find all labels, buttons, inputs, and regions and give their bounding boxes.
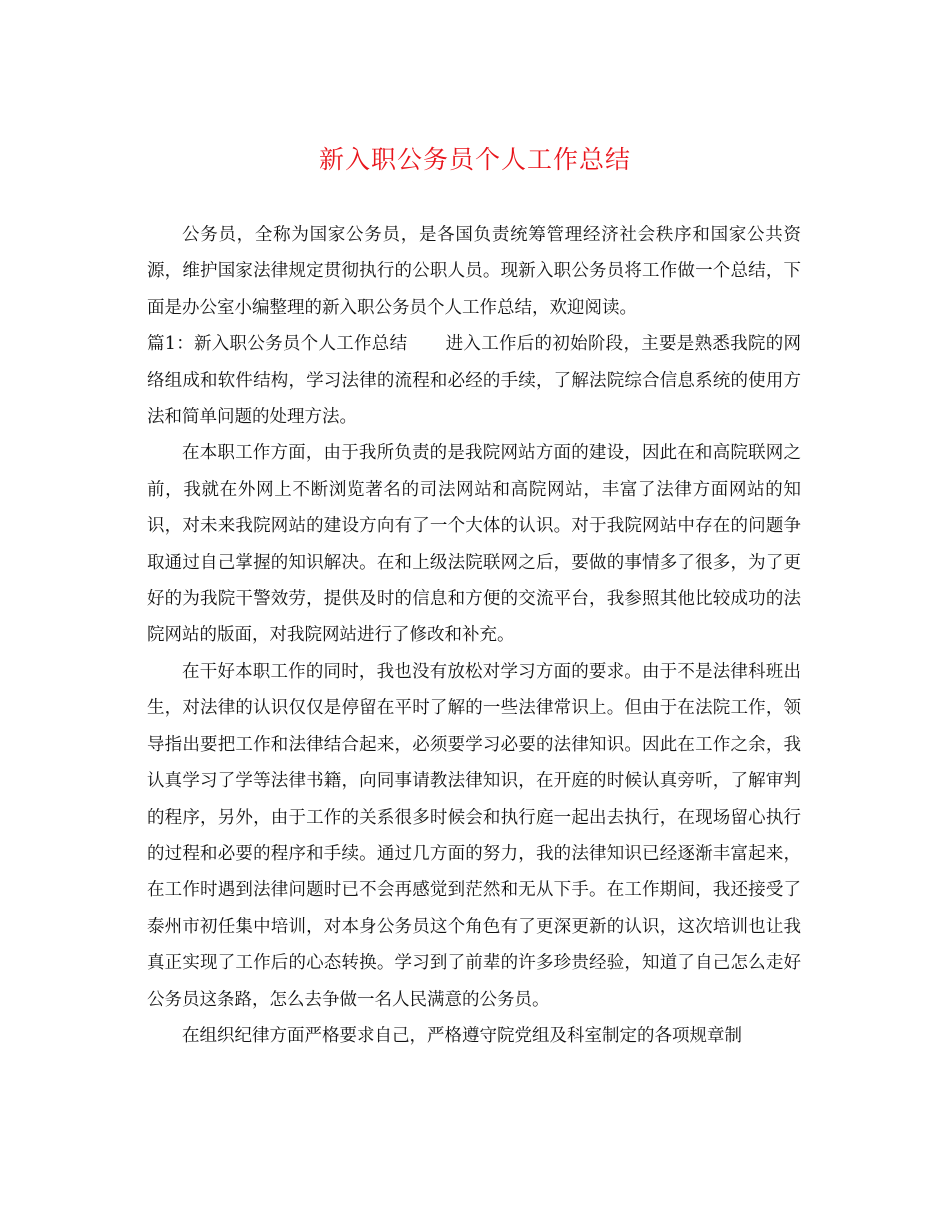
body-paragraph-2: 在干好本职工作的同时，我也没有放松对学习方面的要求。由于不是法律科班出生，对法律的认识仅仅是停留在平时了解的一些法律常识上。但由于在法院工作，领导指出要把工作和法律结合起来，必须要学习必要的法律知识。因此在工作之余，我认真学习了学等法律书籍，向同事请教法律知识，在开庭的时候认真旁听，了解审判的程序，另外，由于工作的关系很多时候会和执行庭一起出去执行，在现场留心执行的过程和必要的程序和手续。通过几方面的努力，我的法律知识已经逐渐丰富起来，在工作时遇到法律问题时已不会再感觉到茫然和无从下手。在工作期间，我还接受了泰州市初任集中培训，对本身公务员这个角色有了更深更新的认识，这次培训也让我真正实现了工作后的心态转换。学习到了前辈的许多珍贵经验，知道了自己怎么走好公务员这条路，怎么去争做一名人民满意的公务员。	[147, 661, 801, 1010]
document-title: 新入职公务员个人工作总结	[318, 145, 631, 174]
intro-paragraph: 公务员，全称为国家公务员，是各国负责统筹管理经济社会秩序和国家公共资源，维护国家法律规定贯彻执行的公职人员。现新入职公务员将工作做一个总结，下面是办公室小编整理的新入职公务员个人工作总结，欢迎阅读。	[147, 225, 801, 318]
body-paragraph-3: 在组织纪律方面严格要求自己，严格遵守院党组及科室制定的各项规章制	[182, 1025, 742, 1046]
section-paragraph	[147, 326, 801, 435]
document-body	[147, 217, 801, 1054]
section-heading: 篇1：新入职公务员个人工作总结	[147, 334, 408, 355]
section-lead: 进入工作后的初始阶段，主要是熟悉我院的网络组成和软件结构，学习法律的流程和必经的手续，了解法院综合信息系统的使用方法和简单问题的处理方法。	[147, 334, 801, 428]
body-paragraph-1: 在本职工作方面，由于我所负责的是我院网站方面的建设，因此在和高院联网之前，我就在外网上不断浏览著名的司法网站和高院网站，丰富了法律方面网站的知识，对未来我院网站的建设方向有了一个大体的认识。对于我院网站中存在的问题争取通过自己掌握的知识解决。在和上级法院联网之后，要做的事情多了很多，为了更好的为我院干警效劳，提供及时的信息和方便的交流平台，我参照其他比较成功的法院网站的版面，对我院网站进行了修改和补充。	[147, 443, 801, 646]
